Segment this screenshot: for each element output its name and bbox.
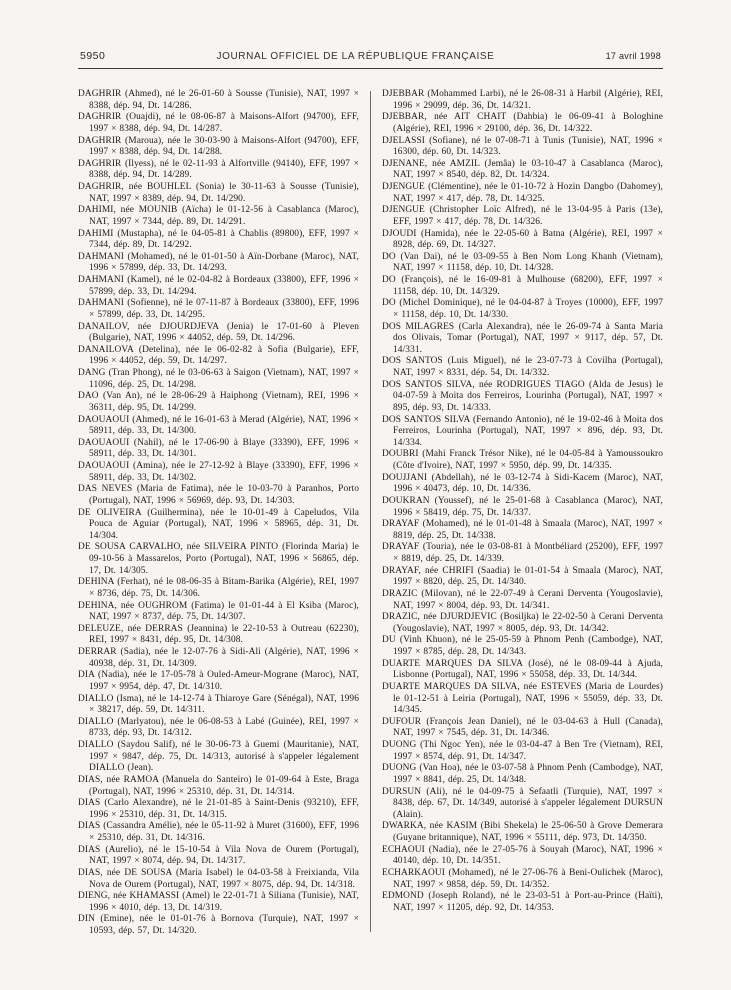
journal-entry: DANAILOVA (Detelina), née le 06-02-82 à Sofia (Bulgarie), EFF, 1996 × 44052, dép. 59, Dt. 14/297. xyxy=(78,344,359,367)
journal-entry: DIALLO (Isma), né le 14-12-74 à Thiaroye Gare (Sénégal), NAT, 1996 × 38217, dép. 59, Dt. 14/311. xyxy=(78,693,359,716)
journal-entry: DO (Van Dai), né le 03-09-55 à Ben Nom Long Khanh (Vietnam), NAT, 1997 × 11158, dép. 10, Dt. 14/328. xyxy=(382,251,663,274)
journal-entry: DAGHRIR, née BOUHLEL (Sonia) le 30-11-63 à Sousse (Tunisie), NAT, 1997 × 8389, dép. 94, Dt. 14/290. xyxy=(78,182,359,204)
journal-entry: DAO (Van An), né le 28-06-29 à Haiphong (Vietnam), REI, 1996 × 36311, dép. 95, Dt. 14/299. xyxy=(78,391,359,413)
journal-entry: DAGHRIR (Ilyess), né le 02-11-93 à Alfortville (94140), EFF, 1997 × 8388, dép. 94, Dt. 14/289. xyxy=(78,158,359,181)
journal-entry: DE SOUSA CARVALHO, née SILVEIRA PINTO (Florinda Maria) le 09-10-56 à Massarelos, Porto (Portugal), NAT, 1996 × 56865, dép. 17, Dt. 14/305. xyxy=(78,542,359,576)
column-divider xyxy=(370,91,371,932)
journal-entry: DAS NEVES (Maria de Fatima), née le 10-03-70 à Paranhos, Porto (Portugal), NAT, 1996 × 56969, dép. 93, Dt. 14/303. xyxy=(78,484,359,506)
journal-entry: DUONG (Thi Ngoc Yen), née le 03-04-47 à Ben Tre (Vietnam), REI, 1997 × 8574, dép. 91, Dt. 14/347. xyxy=(382,740,663,762)
journal-entry: DERRAR (Sadia), née le 12-07-76 à Sidi-Ali (Algérie), NAT, 1996 × 40938, dép. 31, Dt. 14/309. xyxy=(78,647,359,669)
journal-entry: DOUJJANI (Abdellah), né le 03-12-74 à Sidi-Kacem (Maroc), NAT, 1996 × 40473, dép. 10, Dt. 14/336. xyxy=(382,472,663,495)
journal-entry: DU (Vinh Khuon), né le 25-05-59 à Phnom Penh (Cambodge), NAT, 1997 × 8785, dép. 28, Dt. 14/343. xyxy=(382,635,663,657)
journal-entry: DIAS (Cassandra Amélie), née le 05-11-92 à Muret (31600), EFF, 1996 × 25310, dép. 31, Dt. 14/316. xyxy=(78,821,359,843)
journal-entry: DO (Michel Dominique), né le 04-04-87 à Troyes (10000), EFF, 1997 × 11158, dép. 10, Dt. 14/330. xyxy=(382,298,663,320)
journal-entry: DUFOUR (François Jean Daniel), né le 03-04-63 à Hull (Canada), NAT, 1997 × 7545, dép. 31, Dt. 14/346. xyxy=(382,716,663,739)
journal-entry: DIAS (Aurelio), né le 15-10-54 à Vila Nova de Ourem (Portugal), NAT, 1997 × 8074, dép. 94, Dt. 14/317. xyxy=(78,844,359,867)
journal-entry: DOS SANTOS (Luis Miguel), né le 23-07-73 à Covilha (Portugal), NAT, 1997 × 8331, dép. 54, Dt. 14/332. xyxy=(382,356,663,378)
journal-entry: DAOUAOUI (Nahil), né le 17-06-90 à Blaye (33390), EFF, 1996 × 58911, dép. 33, Dt. 14/301. xyxy=(78,437,359,460)
page-header xyxy=(78,50,663,68)
text-columns xyxy=(78,89,663,938)
journal-entry: DRAZIC, née DJURDJEVIC (Bosiljka) le 22-02-50 à Cerani Derventa (Yougoslavie), NAT, 1997 × 8005, dép. 93, Dt. 14/342. xyxy=(382,612,663,634)
journal-entry: DURSUN (Ali), né le 04-09-75 à Sefaatli (Turquie), NAT, 1997 × 8438, dép. 67, Dt. 14/349, autorisé à s'appeler légalement DURSUN (Alain). xyxy=(382,786,663,820)
journal-entry: DUONG (Van Hoa), née le 03-07-58 à Phnom Penh (Cambodge), NAT, 1997 × 8841, dép. 25, Dt. 14/348. xyxy=(382,763,663,785)
journal-entry: DAGHRIR (Maroua), née le 30-03-90 à Maisons-Alfort (94700), EFF, 1997 × 8388, dép. 94, Dt. 14/288. xyxy=(78,135,359,158)
journal-title: JOURNAL OFFICIEL DE LA RÉPUBLIQUE FRANÇAISE xyxy=(216,51,495,62)
journal-entry: EDMOND (Joseph Roland), né le 23-03-51 à Port-au-Prince (Haïti), NAT, 1997 × 11205, dép. 92, Dt. 14/353. xyxy=(382,891,663,913)
journal-entry: DAHIMI, née MOUNIB (Aïcha) le 01-12-56 à Casablanca (Maroc), NAT, 1997 × 7344, dép. 89, Dt. 14/291. xyxy=(78,205,359,227)
journal-entry: DJENGUE (Christopher Loïc Alfred), né le 13-04-95 à Paris (13e), EFF, 1997 × 417, dép. 78, Dt. 14/326. xyxy=(382,205,663,227)
journal-entry: DIENG, née KHAMASSI (Amel) le 22-01-71 à Siliana (Tunisie), NAT, 1996 × 4010, dép. 13, Dt. 14/319. xyxy=(78,891,359,913)
journal-entry: ECHAOUI (Nadia), née le 27-05-76 à Souyah (Maroc), NAT, 1996 × 40140, dép. 10, Dt. 14/351. xyxy=(382,844,663,867)
journal-entry: DRAZIC (Milovan), né le 22-07-49 à Cerani Derventa (Yougoslavie), NAT, 1997 × 8004, dép. 93, Dt. 14/341. xyxy=(382,588,663,611)
journal-entry: DJEBBAR, née AIT CHAIT (Dahbia) le 06-09-41 à Bologhine (Algérie), REI, 1996 × 29100, dép. 36, Dt. 14/322. xyxy=(382,112,663,134)
journal-entry: DUARTE MARQUES DA SILVA, née ESTEVES (Maria de Lourdes) le 01-12-51 à Leiria (Portugal), NAT, 1996 × 55059, dép. 33, Dt. 14/345. xyxy=(382,681,663,716)
page-number: 5950 xyxy=(80,50,106,62)
journal-entry: DOS SANTOS SILVA (Fernando Antonio), né le 19-02-46 à Moita dos Ferreiros, Lourinha (Portugal), NAT, 1997 × 896, dép. 93, Dt. 14/334. xyxy=(382,414,663,448)
journal-entry: DAHMANI (Sofienne), né le 07-11-87 à Bordeaux (33800), EFF, 1996 × 57899, dép. 33, Dt. 14/295. xyxy=(78,298,359,320)
left-column xyxy=(78,89,359,938)
journal-entry: DAHMANI (Mohamed), né le 01-01-50 à Aïn-Dorbane (Maroc), NAT, 1996 × 57899, dép. 33, Dt. 14/293. xyxy=(78,251,359,274)
journal-entry: DELEUZE, née DERRAS (Jeannina) le 22-10-53 à Outreau (62230), REI, 1997 × 8431, dép. 95, Dt. 14/308. xyxy=(78,623,359,646)
journal-entry: DJENANE, née AMZIL (Jemâa) le 03-10-47 à Casablanca (Maroc), NAT, 1997 × 8540, dép. 82, Dt. 14/324. xyxy=(382,158,663,181)
journal-entry: DJELASSI (Sofiane), né le 07-08-71 à Tunis (Tunisie), NAT, 1996 × 16300, dép. 60, Dt. 14/323. xyxy=(382,135,663,158)
journal-entry: DOUKRAN (Youssef), né le 25-01-68 à Casablanca (Maroc), NAT, 1996 × 58419, dép. 75, Dt. 14/337. xyxy=(382,495,663,518)
journal-entry: DIAS (Carlo Alexandre), né le 21-01-85 à Saint-Denis (93210), EFF, 1996 × 25310, dép. 31, Dt. 14/315. xyxy=(78,798,359,820)
journal-entry: DAOUAOUI (Amina), née le 27-12-92 à Blaye (33390), EFF, 1996 × 58911, dép. 33, Dt. 14/302. xyxy=(78,461,359,483)
journal-entry: DAHIMI (Mustapha), né le 04-05-81 à Chablis (89800), EFF, 1997 × 7344, dép. 89, Dt. 14/292. xyxy=(78,228,359,251)
journal-entry: DOS MILAGRES (Carla Alexandra), née le 26-09-74 à Santa Maria dos Olivais, Tomar (Portugal), NAT, 1997 × 9117, dép. 57, Dt. 14/331. xyxy=(382,321,663,355)
journal-entry: DANAILOV, née DJOURDJEVA (Jenia) le 17-01-60 à Pleven (Bulgarie), NAT, 1996 × 44052, dép. 59, Dt. 14/296. xyxy=(78,321,359,344)
journal-entry: DRAYAF, née CHRIFI (Saadia) le 01-01-54 à Smaala (Maroc), NAT, 1997 × 8820, dép. 25, Dt. 14/340. xyxy=(382,565,663,588)
journal-entry: DRAYAF (Touria), née le 03-08-81 à Montbéliard (25200), EFF, 1997 × 8819, dép. 25, Dt. 14/339. xyxy=(382,542,663,564)
journal-entry: DAGHRIR (Ahmed), né le 26-01-60 à Sousse (Tunisie), NAT, 1997 × 8388, dép. 94, Dt. 14/286. xyxy=(78,89,359,111)
journal-entry: DJENGUE (Clémentine), née le 01-10-72 à Hozin Dangbo (Dahomey), NAT, 1997 × 417, dép. 78, Dt. 14/325. xyxy=(382,182,663,204)
journal-entry: DRAYAF (Mohamed), né le 01-01-48 à Smaala (Maroc), NAT, 1997 × 8819, dép. 25, Dt. 14/338. xyxy=(382,519,663,541)
journal-entry: DIN (Emine), née le 01-01-76 à Bornova (Turquie), NAT, 1997 × 10593, dép. 57, Dt. 14/320. xyxy=(78,914,359,936)
journal-entry: ECHARKAOUI (Mohamed), né le 27-06-76 à Beni-Oulichek (Maroc), NAT, 1997 × 9858, dép. 59, Dt. 14/352. xyxy=(382,867,663,890)
journal-entry: DAHMANI (Kamel), né le 02-04-82 à Bordeaux (33800), EFF, 1996 × 57899, dép. 33, Dt. 14/294. xyxy=(78,275,359,297)
journal-entry: DIAS, née DE SOUSA (Maria Isabel) le 04-03-58 à Freixianda, Vila Nova de Ourem (Portugal), NAT, 1997 × 8075, dép. 94, Dt. 14/318. xyxy=(78,867,359,890)
journal-entry: DIALLO (Saydou Salif), né le 30-06-73 à Guemi (Mauritanie), NAT, 1997 × 9847, dép. 75, Dt. 14/313, autorisé à s'appeler légalement DIALLO (Jean). xyxy=(78,740,359,774)
journal-entry: DE OLIVEIRA (Guilhermina), née le 10-01-49 à Capeludos, Vila Pouca de Aguiar (Portugal), NAT, 1996 × 58965, dép. 31, Dt. 14/304. xyxy=(78,507,359,541)
journal-entry: DUARTE MARQUES DA SILVA (José), né le 08-09-44 à Ajuda, Lisbonne (Portugal), NAT, 1996 × 55058, dép. 33, Dt. 14/344. xyxy=(382,658,663,681)
journal-entry: DIA (Nadia), née le 17-05-78 à Ouled-Ameur-Mograne (Maroc), NAT, 1997 × 9954, dép. 47, Dt. 14/310. xyxy=(78,670,359,692)
journal-entry: DEHINA, née OUGHROM (Fatima) le 01-01-44 à El Ksiba (Maroc), NAT, 1997 × 8737, dép. 75, Dt. 14/307. xyxy=(78,600,359,623)
journal-entry: DAOUAOUI (Ahmed), né le 16-01-63 à Merad (Algérie), NAT, 1996 × 58911, dép. 33, Dt. 14/300. xyxy=(78,414,359,437)
journal-entry: DIALLO (Marlyatou), née le 06-08-53 à Labé (Guinée), REI, 1997 × 8733, dép. 93, Dt. 14/312. xyxy=(78,716,359,739)
right-column xyxy=(382,89,663,938)
journal-entry: DIAS, née RAMOA (Manuela do Santeiro) le 01-09-64 à Este, Braga (Portugal), NAT, 1996 × 25310, dép. 31, Dt. 14/314. xyxy=(78,774,359,797)
journal-entry: DO (François), né le 16-09-81 à Mulhouse (68200), EFF, 1997 × 11158, dép. 10, Dt. 14/329. xyxy=(382,275,663,297)
journal-entry: DJOUDI (Hamida), née le 22-05-60 à Batna (Algérie), REI, 1997 × 8928, dép. 69, Dt. 14/327. xyxy=(382,228,663,251)
journal-entry: DAGHRIR (Ouajdi), né le 08-06-87 à Maisons-Alfort (94700), EFF, 1997 × 8388, dép. 94, Dt. 14/287. xyxy=(78,112,359,134)
journal-entry: DOUBRI (Mahi Franck Trésor Nike), né le 04-05-84 à Yamoussoukro (Côte d'Ivoire), NAT, 1997 × 5950, dép. 99, Dt. 14/335. xyxy=(382,449,663,471)
journal-entry: DWARKA, née KASIM (Bibi Shekela) le 25-06-50 à Grove Demerara (Guyane britannique), NAT, 1996 × 55111, dép. 973, Dt. 14/350. xyxy=(382,821,663,843)
journal-entry: DJEBBAR (Mohammed Larbi), né le 26-08-31 à Harbil (Algérie), REI, 1996 × 29099, dép. 36, Dt. 14/321. xyxy=(382,89,663,111)
journal-entry: DANG (Tran Phong), né le 03-06-63 à Saigon (Vietnam), NAT, 1997 × 11096, dép. 25, Dt. 14/298. xyxy=(78,368,359,390)
issue-date: 17 avril 1998 xyxy=(605,51,661,61)
journal-entry: DEHINA (Ferhat), né le 08-06-35 à Bitam-Barika (Algérie), REI, 1997 × 8736, dép. 75, Dt. 14/306. xyxy=(78,577,359,599)
journal-entry: DOS SANTOS SILVA, née RODRIGUES TIAGO (Alda de Jesus) le 04-07-59 à Moita dos Ferreiros, Lourinha (Portugal), NAT, 1997 × 895, dép. 93, Dt. 14/333. xyxy=(382,379,663,413)
header-rule xyxy=(78,68,663,69)
